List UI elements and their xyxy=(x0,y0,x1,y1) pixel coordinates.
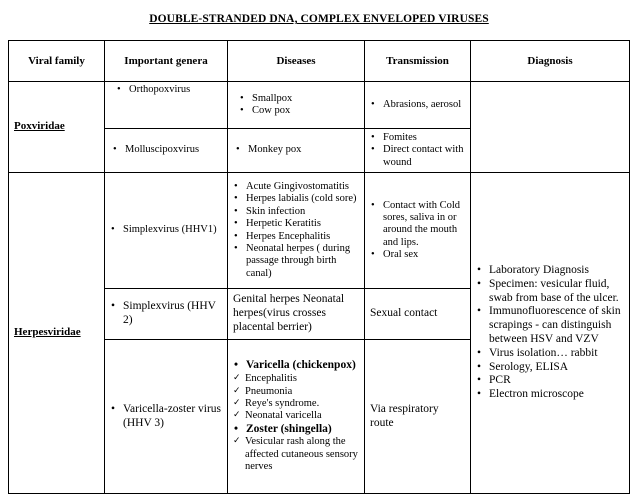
header-row xyxy=(9,41,630,82)
diagnosis-item: • Serology, ELISA xyxy=(476,361,624,375)
disease-subitem: ✓ Reye's syndrome. xyxy=(233,398,359,410)
disease-item: • Herpes Encephalitis xyxy=(233,231,359,243)
virus-table xyxy=(8,40,630,494)
family-name: Poxviridae xyxy=(14,120,65,133)
diagnosis-item: • PCR xyxy=(476,374,624,388)
table-row xyxy=(9,173,630,289)
diseases-cell xyxy=(228,82,365,129)
genus-item: • Simplexvirus (HHV1) xyxy=(110,224,222,236)
transmission-cell xyxy=(365,82,471,129)
genus-cell xyxy=(105,340,228,494)
disease-heading: • Zoster (shingella) xyxy=(233,423,359,437)
diagnosis-list xyxy=(476,264,624,402)
genus-item: • Simplexvirus (HHV 2) xyxy=(110,300,222,328)
diagnosis-item: • Laboratory Diagnosis xyxy=(476,264,624,278)
header-important-genera: Important genera xyxy=(105,41,228,82)
disease-item: • Acute Gingivostomatitis xyxy=(233,181,359,193)
header-transmission: Transmission xyxy=(365,41,471,82)
transmission-item: • Fomites xyxy=(370,132,465,144)
diagnosis-cell xyxy=(471,173,630,494)
header-viral-family: Viral family xyxy=(9,41,105,82)
genus-cell xyxy=(105,82,228,129)
transmission-cell: Via respiratory route xyxy=(365,340,471,494)
diagnosis-item: • Electron microscope xyxy=(476,388,624,402)
table-row xyxy=(9,82,630,129)
diagnosis-item: • Specimen: vesicular fluid, swab from base of the ulcer. xyxy=(476,278,624,306)
family-cell xyxy=(9,173,105,494)
disease-subitem: ✓ Pneumonia xyxy=(233,386,359,398)
disease-heading: • Varicella (chickenpox) xyxy=(233,359,359,373)
diagnosis-item: • Virus isolation… rabbit xyxy=(476,347,624,361)
disease-item: • Skin infection xyxy=(233,206,359,218)
transmission-item: • Contact with Cold sores, saliva in or around the mouth and lips. xyxy=(370,200,465,250)
disease-item: • Herpes labialis (cold sore) xyxy=(233,193,359,205)
disease-subitem: ✓ Vesicular rash along the affected cutaneous sensory nerves xyxy=(233,436,359,473)
page-title: DOUBLE-STRANDED DNA, COMPLEX ENVELOPED VIRUSES xyxy=(149,13,489,25)
diagnosis-item: • Immunofluorescence of skin scrapings - can distinguish between HSV and VZV xyxy=(476,305,624,346)
disease-item: • Herpetic Keratitis xyxy=(233,218,359,230)
transmission-item: • Oral sex xyxy=(370,249,465,261)
family-name: Herpesviridae xyxy=(14,326,81,339)
genus-item: • Varicella-zoster virus (HHV 3) xyxy=(110,403,222,431)
disease-item: • Cow pox xyxy=(239,105,359,117)
transmission-item: • Abrasions, aerosol xyxy=(370,99,465,111)
diagnosis-cell xyxy=(471,82,630,173)
disease-item: • Smallpox xyxy=(239,93,359,105)
transmission-cell xyxy=(365,129,471,173)
transmission-cell: Sexual contact xyxy=(365,289,471,340)
family-cell xyxy=(9,82,105,173)
disease-item: • Neonatal herpes ( during passage through birth canal) xyxy=(233,243,359,280)
diseases-cell xyxy=(228,340,365,494)
disease-subitem: ✓ Encephalitis xyxy=(233,373,359,385)
disease-subitem: ✓ Neonatal varicella xyxy=(233,410,359,422)
genus-cell xyxy=(105,289,228,340)
genus-item: • Orthopoxvirus xyxy=(116,84,222,96)
diseases-cell: Genital herpes Neonatal herpes(virus crosses placental berrier) xyxy=(228,289,365,340)
disease-item: • Monkey pox xyxy=(235,144,359,156)
header-diseases: Diseases xyxy=(228,41,365,82)
genus-cell xyxy=(105,129,228,173)
header-diagnosis: Diagnosis xyxy=(471,41,630,82)
transmission-cell xyxy=(365,173,471,289)
diseases-cell xyxy=(228,173,365,289)
genus-item: • Molluscipoxvirus xyxy=(112,144,222,156)
transmission-item: • Direct contact with wound xyxy=(370,144,465,169)
genus-cell xyxy=(105,173,228,289)
diseases-cell xyxy=(228,129,365,173)
